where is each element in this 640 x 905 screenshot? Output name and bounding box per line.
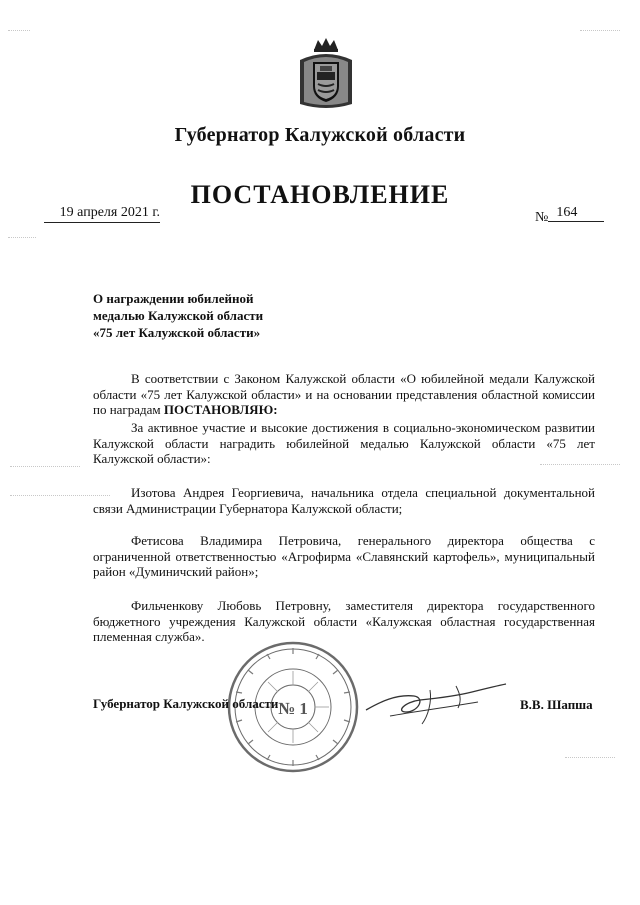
document-type-title: ПОСТАНОВЛЕНИЕ <box>190 180 450 209</box>
scan-artifact <box>580 30 620 31</box>
scan-artifact <box>540 464 620 465</box>
award-item <box>93 485 595 516</box>
basis-text: В соответствии с Законом Калужской области «О юбилейной медали Калужской области «75 лет Калужской области» и на основании представления областной комиссии по наградам <box>93 371 595 417</box>
subject-line: «75 лет Калужской области» <box>93 325 261 340</box>
stamp-number: № 1 <box>278 699 308 718</box>
award-text: Изотова Андрея Георгиевича, начальника отдела специальной документальной связи Администрации Губернатора Калужской области; <box>93 485 595 516</box>
body-paragraph-decision <box>93 420 595 467</box>
award-text: Фильченкову Любовь Петровну, заместителя директора государственного бюджетного учреждения Калужской области «Калужская областная государственная племенная служба». <box>93 598 595 644</box>
scan-artifact <box>8 237 36 238</box>
scan-artifact <box>8 30 30 31</box>
number-value: 164 <box>548 205 604 222</box>
handwritten-signature-icon <box>360 672 510 732</box>
award-text: Фетисова Владимира Петровича, генерального директора общества с ограниченной ответственностью «Агрофирма «Славянский картофель», муниципальный район «Думиничский район»; <box>93 533 595 579</box>
scan-artifact <box>565 757 615 758</box>
number-prefix: № <box>535 210 549 225</box>
document-date: 19 апреля 2021 г. <box>44 205 160 223</box>
award-item <box>93 598 595 645</box>
subject-line: О награждении юбилейной <box>93 291 254 306</box>
signatory-name: В.В. Шапша <box>520 697 593 712</box>
document-number <box>535 205 604 227</box>
authority-title: Губернатор Калужской области <box>174 124 466 146</box>
scan-artifact <box>10 495 110 496</box>
signatory-position: Губернатор Калужской области <box>93 696 279 711</box>
scan-artifact <box>10 466 80 467</box>
document-subject <box>93 290 293 341</box>
kaluga-coat-of-arms-icon <box>296 36 356 112</box>
award-item <box>93 533 595 580</box>
resolution-keyword: ПОСТАНОВЛЯЮ: <box>163 402 278 417</box>
body-paragraph-basis <box>93 371 595 418</box>
decision-text: За активное участие и высокие достижения в социально-экономическом развитии Калужской области наградить юбилейной медалью Калужской области «75 лет Калужской области»: <box>93 420 595 466</box>
subject-line: медалью Калужской области <box>93 308 264 323</box>
